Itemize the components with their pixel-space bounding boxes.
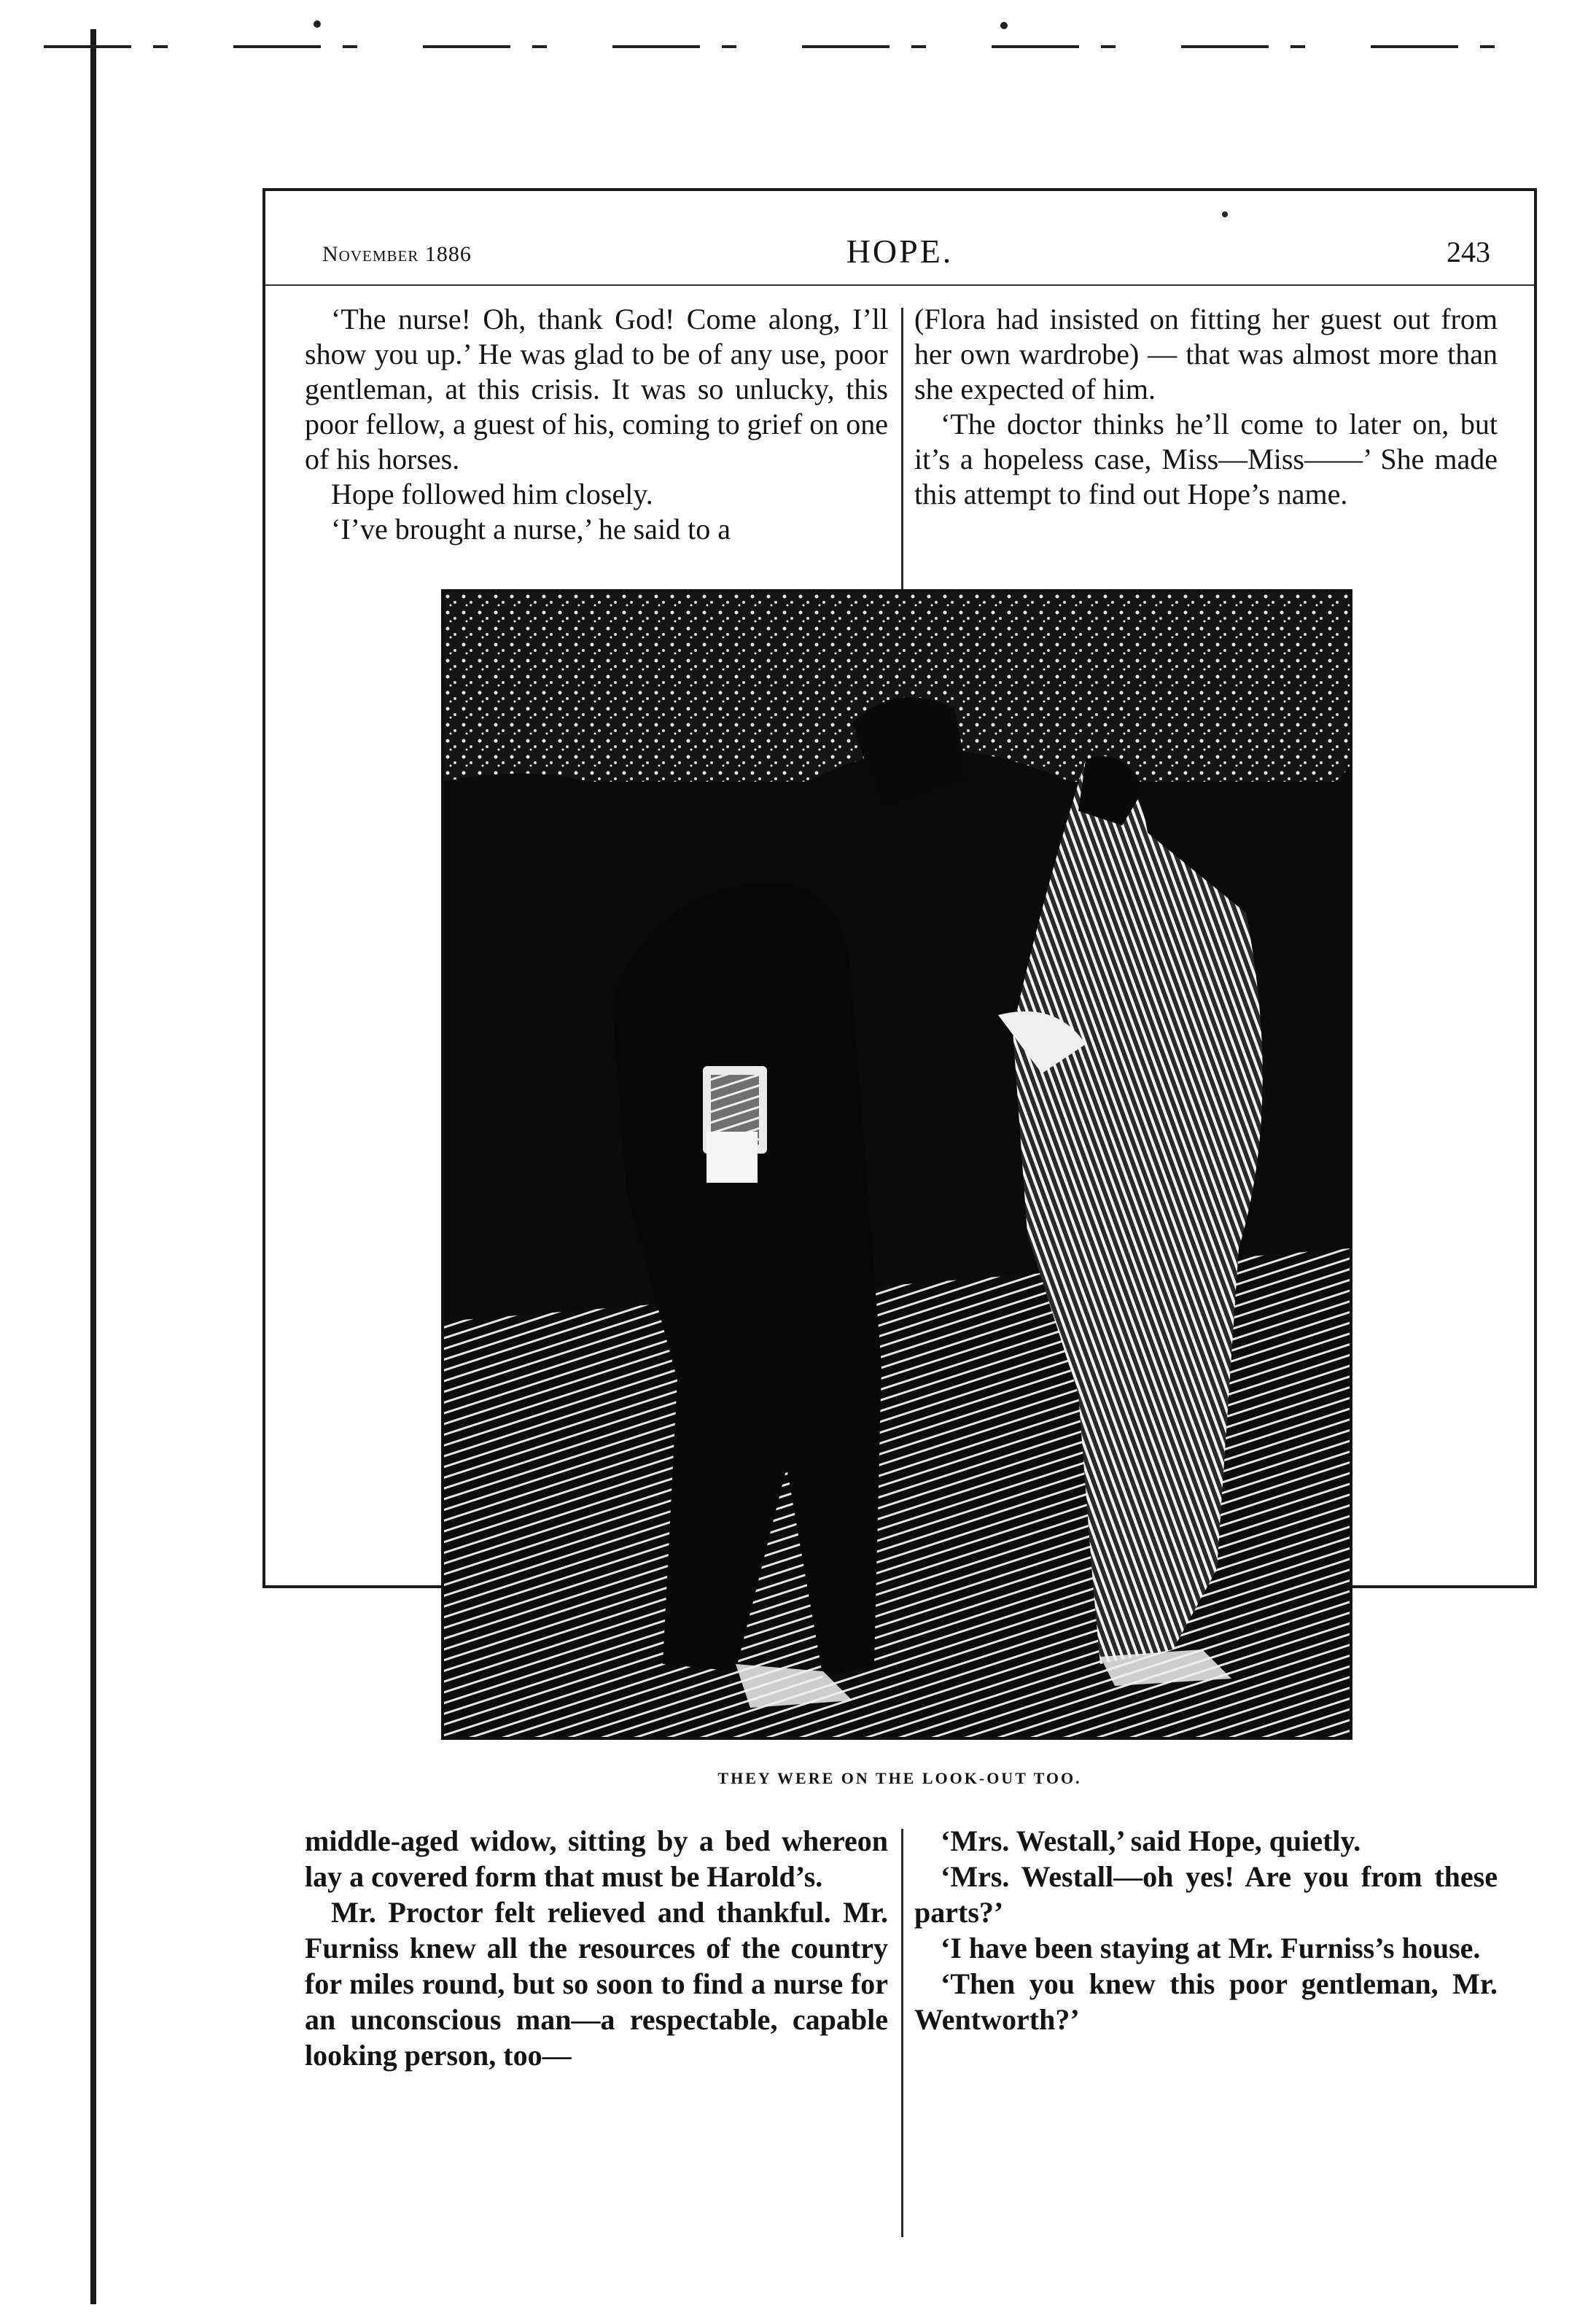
header-rule [265, 284, 1534, 286]
header-title: HOPE. [846, 233, 954, 270]
column-top-left [305, 302, 888, 547]
column-top-right [914, 302, 1498, 512]
paragraph: middle-aged widow, sitting by a bed whereon lay a covered form that must be Harold’s. [305, 1824, 888, 1893]
illustration-caption: THEY WERE ON THE LOOK-OUT TOO. [717, 1769, 1082, 1787]
running-header [265, 228, 1534, 271]
paragraph: Hope followed him closely. [331, 478, 653, 510]
paragraph: ‘Mrs. Westall—oh yes! Are you from these parts?’ [914, 1860, 1498, 1929]
column-bottom-left [305, 1823, 888, 2073]
engraving-drawing [444, 592, 1350, 1737]
paragraph: ‘The nurse! Oh, thank God! Come along, I’ll show you up.’ He was glad to be of any use, poor gentleman, at this crisis. It was so unlucky, this poor fellow, a guest of his, coming to grief on one of his horses. [305, 303, 888, 475]
scan-speck [1000, 22, 1008, 29]
paragraph: ‘I have been staying at Mr. Furniss’s house. [941, 1932, 1481, 1964]
paragraph: Mr. Proctor felt relieved and thankful. Mr. Furniss knew all the resources of the country for miles round, but so soon to find a nurse for an unconscious man—a respectable, capable looking person, too— [305, 1896, 888, 2072]
column-bottom-right [914, 1823, 1498, 2037]
paragraph: (Flora had insisted on fitting her guest out from her own wardrobe) — that was almost more than she expected of him. [914, 303, 1498, 405]
header-date: November 1886 [322, 242, 472, 266]
page-number: 243 [1447, 236, 1490, 268]
scan-top-rule [44, 45, 1560, 48]
paragraph: ‘Mrs. Westall,’ said Hope, quietly. [941, 1824, 1361, 1857]
column-divider [901, 1829, 903, 2237]
paragraph: ‘Then you knew this poor gentleman, Mr. Wentworth?’ [914, 1967, 1498, 2036]
engraving-illustration [441, 589, 1352, 1740]
scan-speck [314, 20, 321, 28]
paragraph: ‘I’ve brought a nurse,’ he said to a [331, 513, 731, 545]
paragraph: ‘The doctor thinks he’ll come to later on, but it’s a hopeless case, Miss—Miss——’ She made this attempt to find out Hope’s name. [914, 408, 1498, 510]
binding-edge [90, 29, 96, 2304]
